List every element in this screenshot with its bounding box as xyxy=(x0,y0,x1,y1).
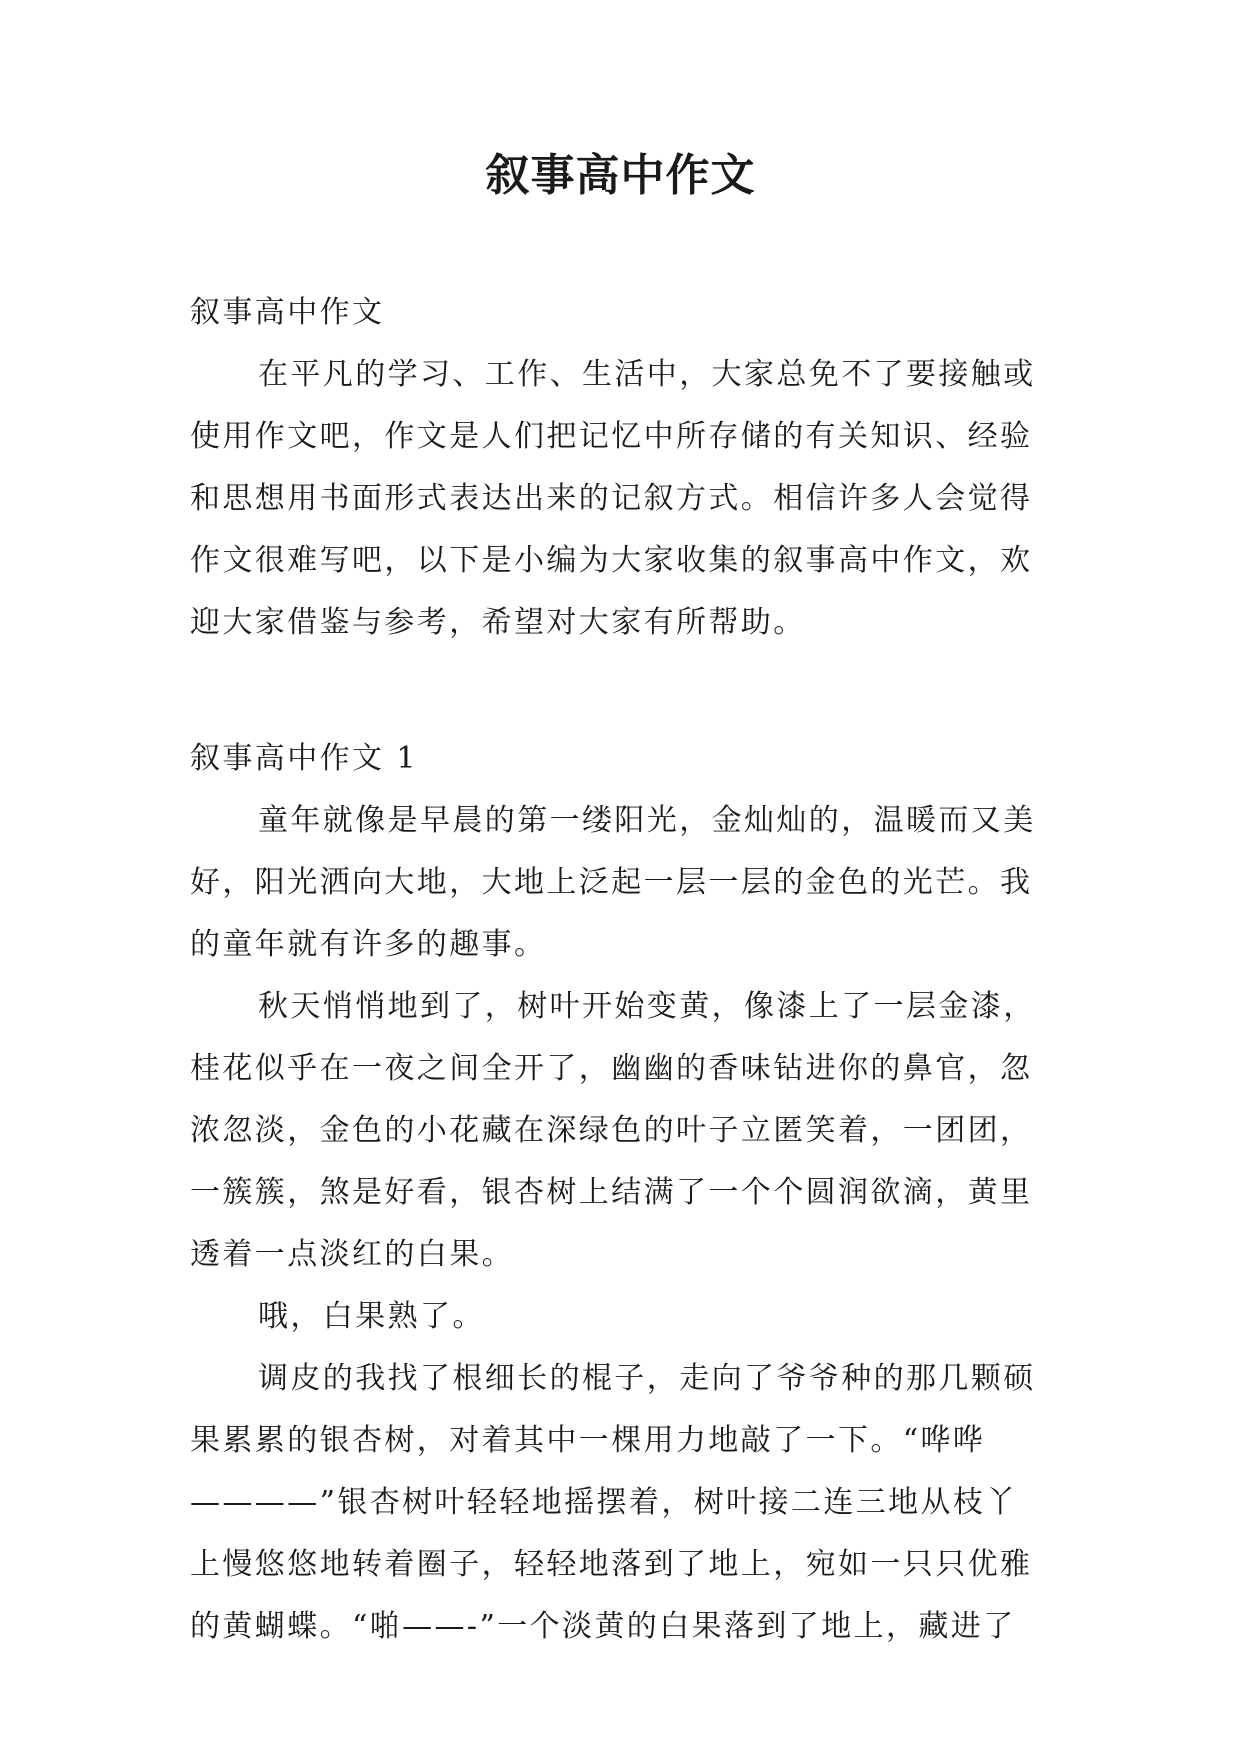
essay-paragraph-line: 透着一点淡红的白果。 xyxy=(190,1237,514,1272)
essay-paragraph-line: 哦，白果熟了。 xyxy=(258,1299,485,1334)
intro-paragraph-line: 在平凡的学习、工作、生活中，大家总免不了要接触或 xyxy=(258,357,1036,392)
section-gap xyxy=(190,654,1070,728)
essay-paragraph-line: 童年就像是早晨的第一缕阳光，金灿灿的，温暖而又美 xyxy=(258,803,1036,838)
document-body xyxy=(190,282,1070,1658)
essay-paragraph-line: 浓忽淡，金色的小花藏在深绿色的叶子立匿笑着，一团团， xyxy=(190,1113,1033,1148)
essay-1-heading: 叙事高中作文 1 xyxy=(190,741,418,776)
essay-paragraph-line: 桂花似乎在一夜之间全开了，幽幽的香味钻进你的鼻官，忽 xyxy=(190,1051,1033,1086)
essay-paragraph-line: 好，阳光洒向大地，大地上泛起一层一层的金色的光芒。我 xyxy=(190,865,1033,900)
intro-paragraph-line: 使用作文吧，作文是人们把记忆中所存储的有关知识、经验 xyxy=(190,419,1033,454)
essay-paragraph-line: ————”银杏树叶轻轻地摇摆着，树叶接二连三地从枝丫 xyxy=(190,1485,1018,1520)
intro-heading: 叙事高中作文 xyxy=(190,295,385,330)
essay-paragraph-line: 调皮的我找了根细长的棍子，走向了爷爷种的那几颗硕 xyxy=(258,1361,1036,1396)
intro-paragraph-line: 和思想用书面形式表达出来的记叙方式。相信许多人会觉得 xyxy=(190,481,1033,516)
essay-paragraph-line: 的童年就有许多的趣事。 xyxy=(190,927,547,962)
essay-paragraph-line: 上慢悠悠地转着圈子，轻轻地落到了地上，宛如一只只优雅 xyxy=(190,1547,1033,1582)
essay-paragraph-line: 的黄蝴蝶。“啪——-”一个淡黄的白果落到了地上，藏进了 xyxy=(190,1609,1016,1644)
essay-paragraph-line: 一簇簇，煞是好看，银杏树上结满了一个个圆润欲滴，黄里 xyxy=(190,1175,1033,1210)
intro-paragraph-line: 迎大家借鉴与参考，希望对大家有所帮助。 xyxy=(190,605,806,640)
essay-paragraph-line: 秋天悄悄地到了，树叶开始变黄，像漆上了一层金漆， xyxy=(258,989,1036,1024)
intro-paragraph-line: 作文很难写吧，以下是小编为大家收集的叙事高中作文，欢 xyxy=(190,543,1033,578)
document-title: 叙事高中作文 xyxy=(485,150,756,201)
essay-paragraph-line: 果累累的银杏树，对着其中一棵用力地敲了一下。“哗哗 xyxy=(190,1423,986,1458)
